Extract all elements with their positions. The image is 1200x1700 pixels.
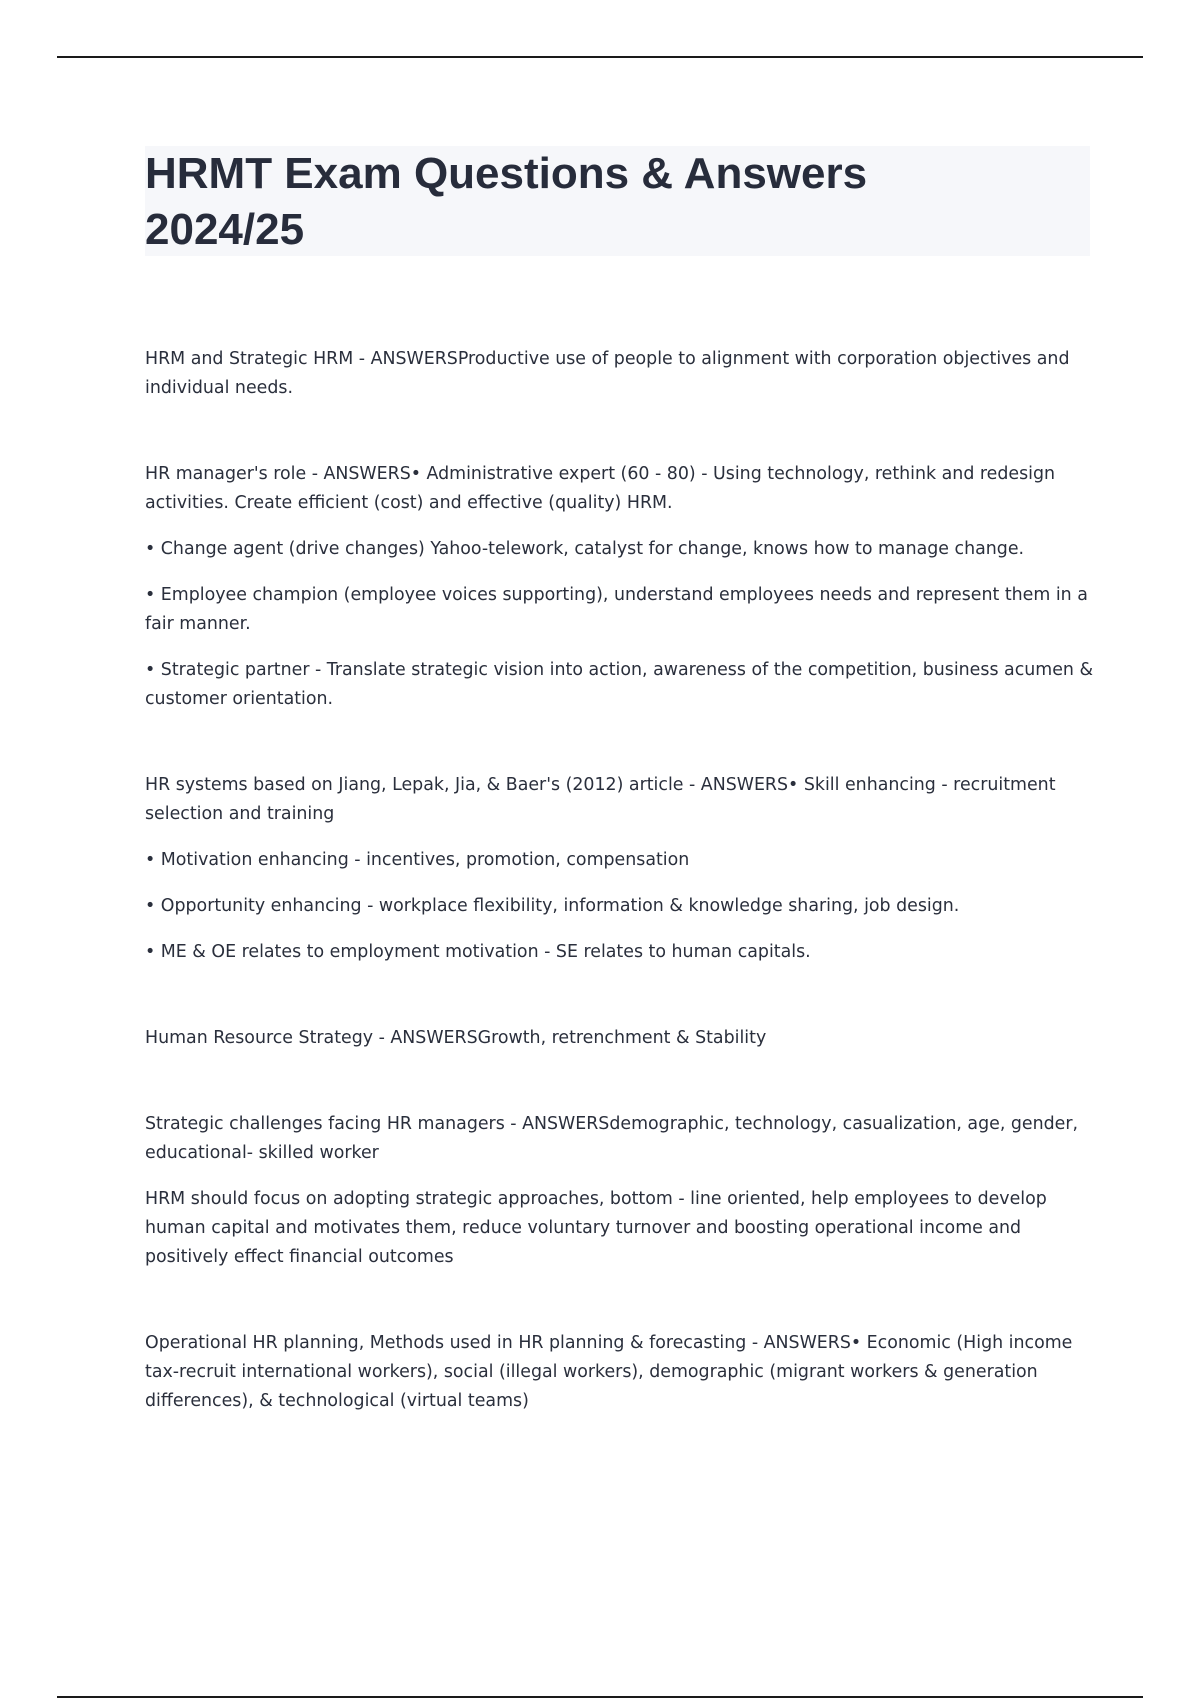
qa-paragraph: HRM should focus on adopting strategic approaches, bottom - line oriented, help employees to develop human capital and motivates them, reduce voluntary turnover and boosting operational income and positively effect financial outcomes bbox=[145, 1189, 1047, 1267]
qa-text: Strategic challenges facing HR managers - ANSWERSdemographic, technology, casualization, age, gender, educational- skilled worker bbox=[145, 1114, 1079, 1163]
qa-entry bbox=[145, 460, 1095, 714]
qa-content bbox=[145, 345, 1095, 1416]
qa-entry bbox=[145, 1110, 1095, 1272]
qa-bullet: • Opportunity enhancing - workplace flexibility, information & knowledge sharing, job design. bbox=[145, 896, 960, 916]
top-divider bbox=[57, 56, 1143, 58]
page-title bbox=[145, 146, 1090, 258]
qa-entry bbox=[145, 345, 1095, 403]
qa-bullet: • ME & OE relates to employment motivation - SE relates to human capitals. bbox=[145, 942, 811, 962]
bottom-divider bbox=[57, 1696, 1143, 1698]
qa-bullet: • Motivation enhancing - incentives, promotion, compensation bbox=[145, 850, 690, 870]
qa-bullet: • Employee champion (employee voices supporting), understand employees needs and represent them in a fair manner. bbox=[145, 585, 1088, 634]
qa-bullet: • Strategic partner - Translate strategic vision into action, awareness of the competition, business acumen & customer orientation. bbox=[145, 660, 1094, 709]
qa-text: Operational HR planning, Methods used in HR planning & forecasting - ANSWERS• Economic (High income tax-recruit international workers), social (illegal workers), demographic (migrant workers & generation differences), & technological (virtual teams) bbox=[145, 1333, 1073, 1411]
qa-text: Human Resource Strategy - ANSWERSGrowth, retrenchment & Stability bbox=[145, 1028, 767, 1048]
qa-bullet: • Change agent (drive changes) Yahoo-telework, catalyst for change, knows how to manage change. bbox=[145, 539, 1025, 559]
qa-text: HR systems based on Jiang, Lepak, Jia, & Baer's (2012) article - ANSWERS• Skill enhancing - recruitment selection and training bbox=[145, 775, 1056, 824]
title-banner bbox=[145, 146, 1090, 256]
qa-text: HRM and Strategic HRM - ANSWERSProductive use of people to alignment with corporation objectives and individual needs. bbox=[145, 349, 1070, 398]
qa-entry bbox=[145, 1024, 1095, 1053]
qa-text: HR manager's role - ANSWERS• Administrative expert (60 - 80) - Using technology, rethink and redesign activities. Create efficient (cost) and effective (quality) HRM. bbox=[145, 464, 1056, 513]
page-title-line-2: 2024/25 bbox=[145, 205, 305, 254]
qa-entry bbox=[145, 771, 1095, 967]
page-title-line-1: HRMT Exam Questions & Answers bbox=[145, 149, 868, 198]
qa-entry bbox=[145, 1329, 1095, 1416]
